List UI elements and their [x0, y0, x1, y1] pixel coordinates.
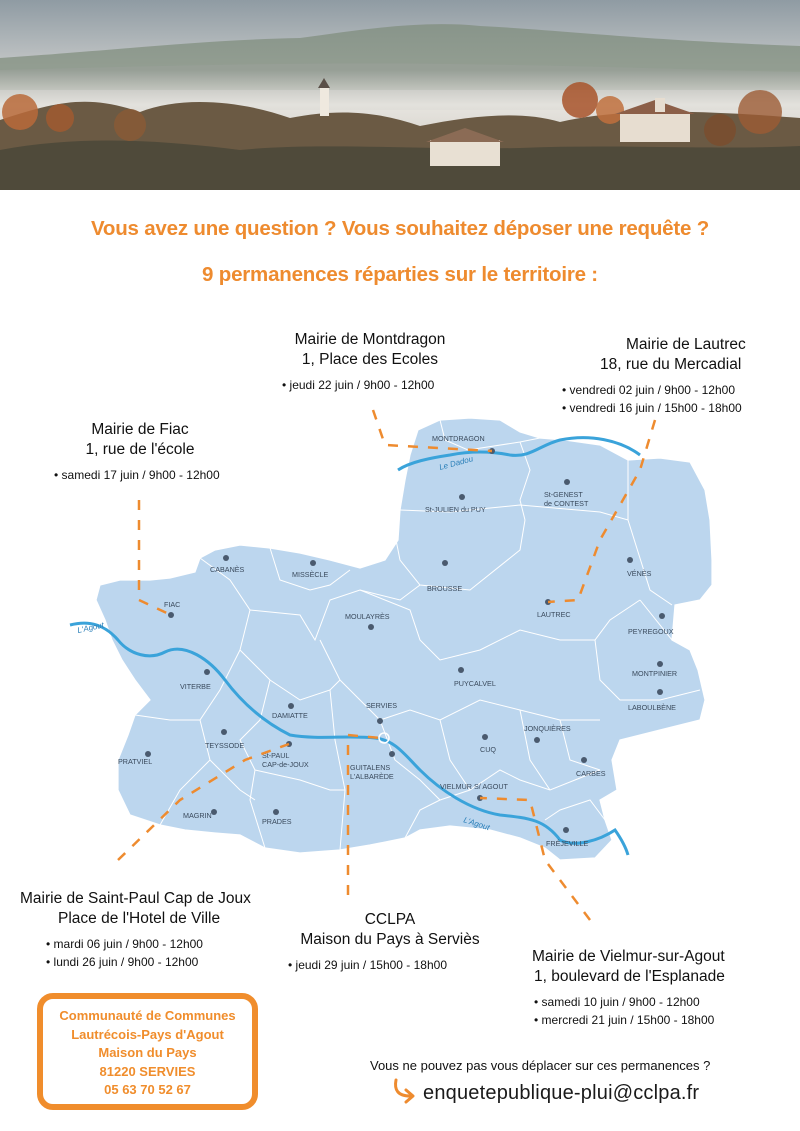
territory-shape [96, 418, 712, 860]
permanence-saint-paul [20, 890, 290, 971]
commune-cabanes: CABANÈS [210, 565, 245, 574]
contact-box [37, 993, 258, 1110]
permanence-address: Place de l'Hotel de Ville [58, 910, 221, 927]
commune-st-paul: St-PAUL CAP-de-JOUX [262, 751, 309, 769]
commune-moulayres: MOULAYRÈS [345, 612, 390, 621]
commune-peyregoux: PEYREGOUX [628, 627, 674, 636]
permanence-name: CCLPA [364, 911, 416, 928]
commune-damiatte: DAMIATTE [272, 711, 308, 720]
page-subtitle: 9 permanences réparties sur le territoire : [202, 263, 598, 286]
page-title: Vous avez une question ? Vous souhaitez déposer une requête ? [90, 217, 710, 240]
permanence-montdragon [270, 331, 470, 394]
contact-email-link[interactable]: enquetepublique-plui@cclpa.fr [423, 1082, 700, 1104]
commune-st-julien: St-JULIEN du PUY [425, 505, 486, 514]
river-label-agout-west: L'Agout [76, 620, 105, 635]
commune-viterbe: VITERBE [180, 682, 211, 691]
commune-laboulbene: LABOULBÈNE [628, 703, 676, 712]
commune-servies: SERVIES [366, 701, 398, 710]
permanence-date: • jeudi 29 juin / 15h00 - 18h00 [288, 956, 500, 974]
permanence-date: • vendredi 16 juin / 15h00 - 18h00 [562, 399, 782, 417]
permanence-vielmur [532, 948, 772, 1029]
permanence-address: 1, Place des Ecoles [301, 351, 439, 368]
permanence-name: Mairie de Lautrec [626, 336, 746, 353]
commune-carbes: CARBES [576, 769, 606, 778]
commune-frejeville: FRÉJEVILLE [546, 839, 589, 848]
permanence-cclpa [280, 911, 500, 974]
permanence-date: • vendredi 02 juin / 9h00 - 12h00 [562, 381, 782, 399]
commune-cuq: CUQ [480, 745, 496, 754]
permanence-fiac [50, 421, 230, 484]
commune-montdragon: MONTDRAGON [432, 434, 485, 443]
commune-guitalens: GUITALENS L'ALBARÈDE [350, 763, 394, 781]
permanence-name: Mairie de Vielmur-sur-Agout [532, 948, 725, 965]
commune-magrin: MAGRIN [183, 811, 212, 820]
permanence-name: Mairie de Fiac [91, 421, 189, 438]
arrow-icon [392, 1078, 422, 1108]
commune-venes: VÉNÈS [627, 569, 652, 578]
permanence-date: • samedi 10 juin / 9h00 - 12h00 [534, 993, 772, 1011]
permanence-date: • samedi 17 juin / 9h00 - 12h00 [54, 466, 230, 484]
contact-line: 81220 SERVIES [99, 1063, 196, 1079]
river-label-agout-east: L'Agout [462, 815, 491, 833]
commune-puycalvel: PUYCALVEL [454, 679, 496, 688]
river-label-dadou: Le Dadou [438, 454, 475, 472]
contact-line: Maison du Pays [98, 1045, 197, 1060]
commune-st-genest: St-GENEST de CONTEST [544, 490, 589, 508]
contact-phone[interactable]: 05 63 70 52 67 [104, 1082, 191, 1097]
permanence-address: Maison du Pays à Serviès [300, 931, 480, 948]
commune-lautrec: LAUTREC [537, 610, 571, 619]
permanence-name: Mairie de Saint-Paul Cap de Joux [20, 890, 251, 907]
commune-vielmur: VIELMUR S/ AGOUT [440, 782, 508, 791]
permanence-date: • mardi 06 juin / 9h00 - 12h00 [46, 935, 290, 953]
footer-question: Vous ne pouvez pas vous déplacer sur ces permanences ? [370, 1058, 711, 1073]
commune-teyssode: TEYSSODE [205, 741, 245, 750]
commune-montpinier: MONTPINIER [632, 669, 678, 678]
permanence-lautrec [562, 336, 782, 417]
permanence-name: Mairie de Montdragon [294, 331, 446, 348]
contact-line: Lautrécois-Pays d'Agout [71, 1026, 224, 1042]
permanence-date: • lundi 26 juin / 9h00 - 12h00 [46, 953, 290, 971]
permanence-date: • mercredi 21 juin / 15h00 - 18h00 [534, 1011, 772, 1029]
commune-prades: PRADES [262, 817, 292, 826]
permanence-address: 1, boulevard de l'Esplanade [534, 968, 725, 985]
permanence-date: • jeudi 22 juin / 9h00 - 12h00 [282, 376, 470, 394]
contact-line: Communauté de Communes [59, 1008, 236, 1023]
commune-pratviel: PRATVIEL [118, 757, 153, 766]
permanence-address: 18, rue du Mercadial [600, 356, 742, 373]
commune-fiac: FIAC [164, 600, 181, 609]
commune-missecle: MISSÈCLE [292, 570, 329, 579]
commune-jonquieres: JONQUIÈRES [524, 724, 571, 733]
commune-brousse: BROUSSE [427, 584, 463, 593]
permanence-address: 1, rue de l'école [85, 441, 195, 458]
